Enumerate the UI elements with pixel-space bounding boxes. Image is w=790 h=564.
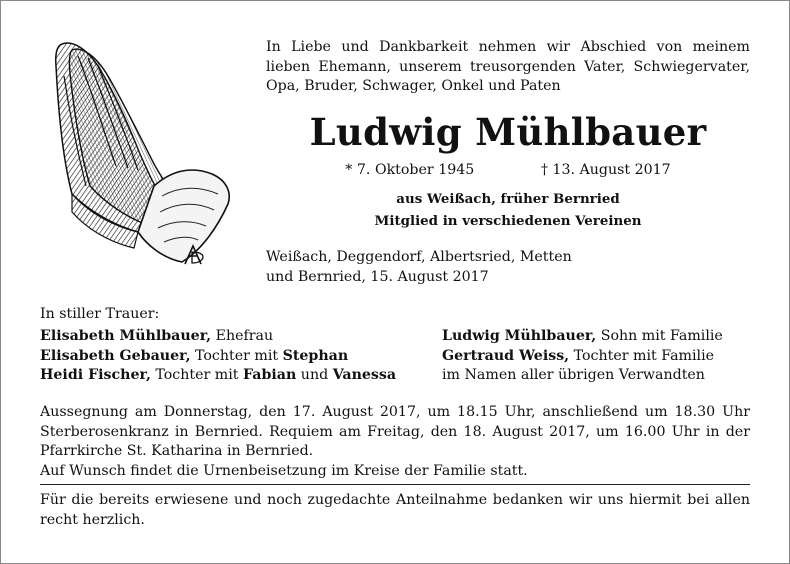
place-line-1: Weißach, Deggendorf, Albertsried, Metten <box>266 249 572 265</box>
mourner-row <box>442 327 762 347</box>
place-line-2: und Bernried, 15. August 2017 <box>266 268 489 285</box>
praying-hands-icon <box>42 36 234 268</box>
mourner-companion: Stephan <box>282 347 349 364</box>
mourner-companion-2: Vanessa <box>332 367 397 383</box>
mourner-row <box>442 366 762 386</box>
mourning-heading: In stiller Trauer: <box>40 306 160 322</box>
mourner-relation: Tochter mit <box>150 367 243 383</box>
mourner-relation: Tochter mit Familie <box>569 347 715 364</box>
mourner-row <box>40 327 440 347</box>
life-dates <box>266 162 750 178</box>
mourner-relation: im Namen aller übrigen Verwandten <box>442 367 705 383</box>
mourner-conjunction: und <box>296 367 333 383</box>
mourner-row <box>442 347 762 367</box>
service-text: Aussegnung am Donnerstag, den 17. August 2017, um 18.15 Uhr, anschließend um 18.30 Uhr Sterberosenkranz in Bernried. Requiem am Freitag, den 18. August 2017, um 16.00 Uhr in der Pfarrkirche St. Katharina in Bernried. <box>40 404 750 459</box>
mourner-relation: Sohn mit Familie <box>596 328 723 344</box>
mourner-companion: Fabian <box>242 367 297 383</box>
mourner-name: Gertraud Weiss, <box>442 347 570 364</box>
origin-block <box>266 188 750 232</box>
service-details <box>40 403 750 481</box>
monogram-icon <box>183 244 207 266</box>
divider-line <box>40 484 750 485</box>
death-date: † 13. August 2017 <box>540 162 671 178</box>
membership-line: Mitglied in verschiedenen Vereinen <box>374 213 642 229</box>
origin-line: aus Weißach, früher Bernried <box>396 191 620 207</box>
mourner-row <box>40 366 440 386</box>
mourner-relation: Ehefrau <box>211 328 274 344</box>
place-date <box>266 248 750 287</box>
mourner-relation: Tochter mit <box>190 347 283 364</box>
intro-text: In Liebe und Dankbarkeit nehmen wir Abschied von meinem lieben Ehemann, unserem treusorgenden Vater, Schwiegervater, Opa, Bruder, Schwager, Onkel und Paten <box>266 39 750 94</box>
mourner-name: Elisabeth Mühlbauer, <box>40 328 212 344</box>
mourner-name: Elisabeth Gebauer, <box>40 347 191 364</box>
mourners-left-column <box>40 327 440 386</box>
birth-date: * 7. Oktober 1945 <box>345 162 475 178</box>
mourners-right-column <box>442 327 762 386</box>
deceased-name: Ludwig Mühlbauer <box>309 110 707 154</box>
thanks-text: Für die bereits erwiesene und noch zugedachte Anteilnahme bedanken wir uns hiermit bei allen recht herzlich. <box>40 492 750 528</box>
mourner-name: Heidi Fischer, <box>40 367 151 383</box>
mourner-row <box>40 347 440 367</box>
urn-text: Auf Wunsch findet die Urnenbeisetzung im Kreise der Familie statt. <box>40 462 528 479</box>
mourner-name: Ludwig Mühlbauer, <box>442 328 597 344</box>
